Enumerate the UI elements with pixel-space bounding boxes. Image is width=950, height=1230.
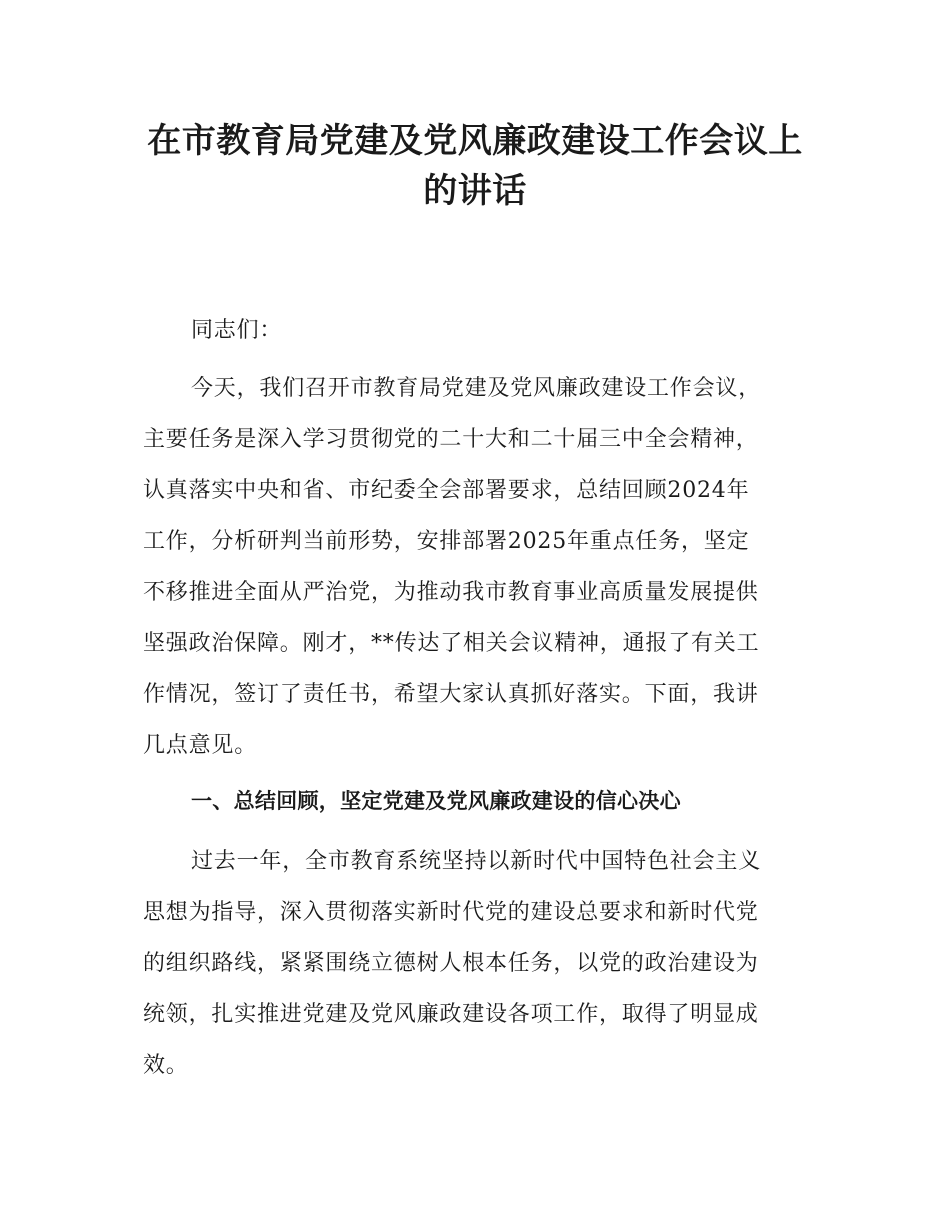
title-line: 的讲话 [423, 171, 527, 211]
paragraph-line: 作情况，签订了责任书，希望大家认真抓好落实。下面，我讲 [143, 682, 759, 707]
salutation: 同志们： [191, 318, 283, 343]
paragraph-line: 今天，我们召开市教育局党建及党风廉政建设工作会议， [191, 376, 762, 401]
paragraph-line: 思想为指导，深入贯彻落实新时代党的建设总要求和新时代党 [143, 900, 759, 925]
section-heading: 一、总结回顾，坚定党建及党风廉政建设的信心决心 [191, 789, 681, 813]
title-line: 在市教育局党建及党风廉政建设工作会议上 [147, 121, 803, 161]
paragraph-line: 不移推进全面从严治党，为推动我市教育事业高质量发展提供 [143, 580, 759, 605]
paragraph-line: 的组织路线，紧紧围绕立德树人根本任务，以党的政治建设为 [143, 951, 759, 976]
paragraph-line: 效。 [143, 1053, 189, 1078]
document-title [100, 116, 850, 216]
paragraph-line: 工作，分析研判当前形势，安排部署2025年重点任务，坚定 [143, 529, 750, 554]
paragraph-line: 坚强政治保障。刚才，**传达了相关会议精神，通报了有关工 [143, 631, 760, 656]
paragraph-line: 过去一年，全市教育系统坚持以新时代中国特色社会主义 [191, 849, 762, 874]
paragraph-2 [143, 836, 809, 1091]
paragraph-1 [143, 363, 809, 771]
paragraph-line: 几点意见。 [143, 733, 258, 758]
paragraph-line: 主要任务是深入学习贯彻党的二十大和二十届三中全会精神， [143, 427, 759, 452]
paragraph-line: 统领，扎实推进党建及党风廉政建设各项工作，取得了明显成 [143, 1002, 759, 1027]
paragraph-line: 认真落实中央和省、市纪委全会部署要求，总结回顾2024年 [143, 478, 750, 503]
